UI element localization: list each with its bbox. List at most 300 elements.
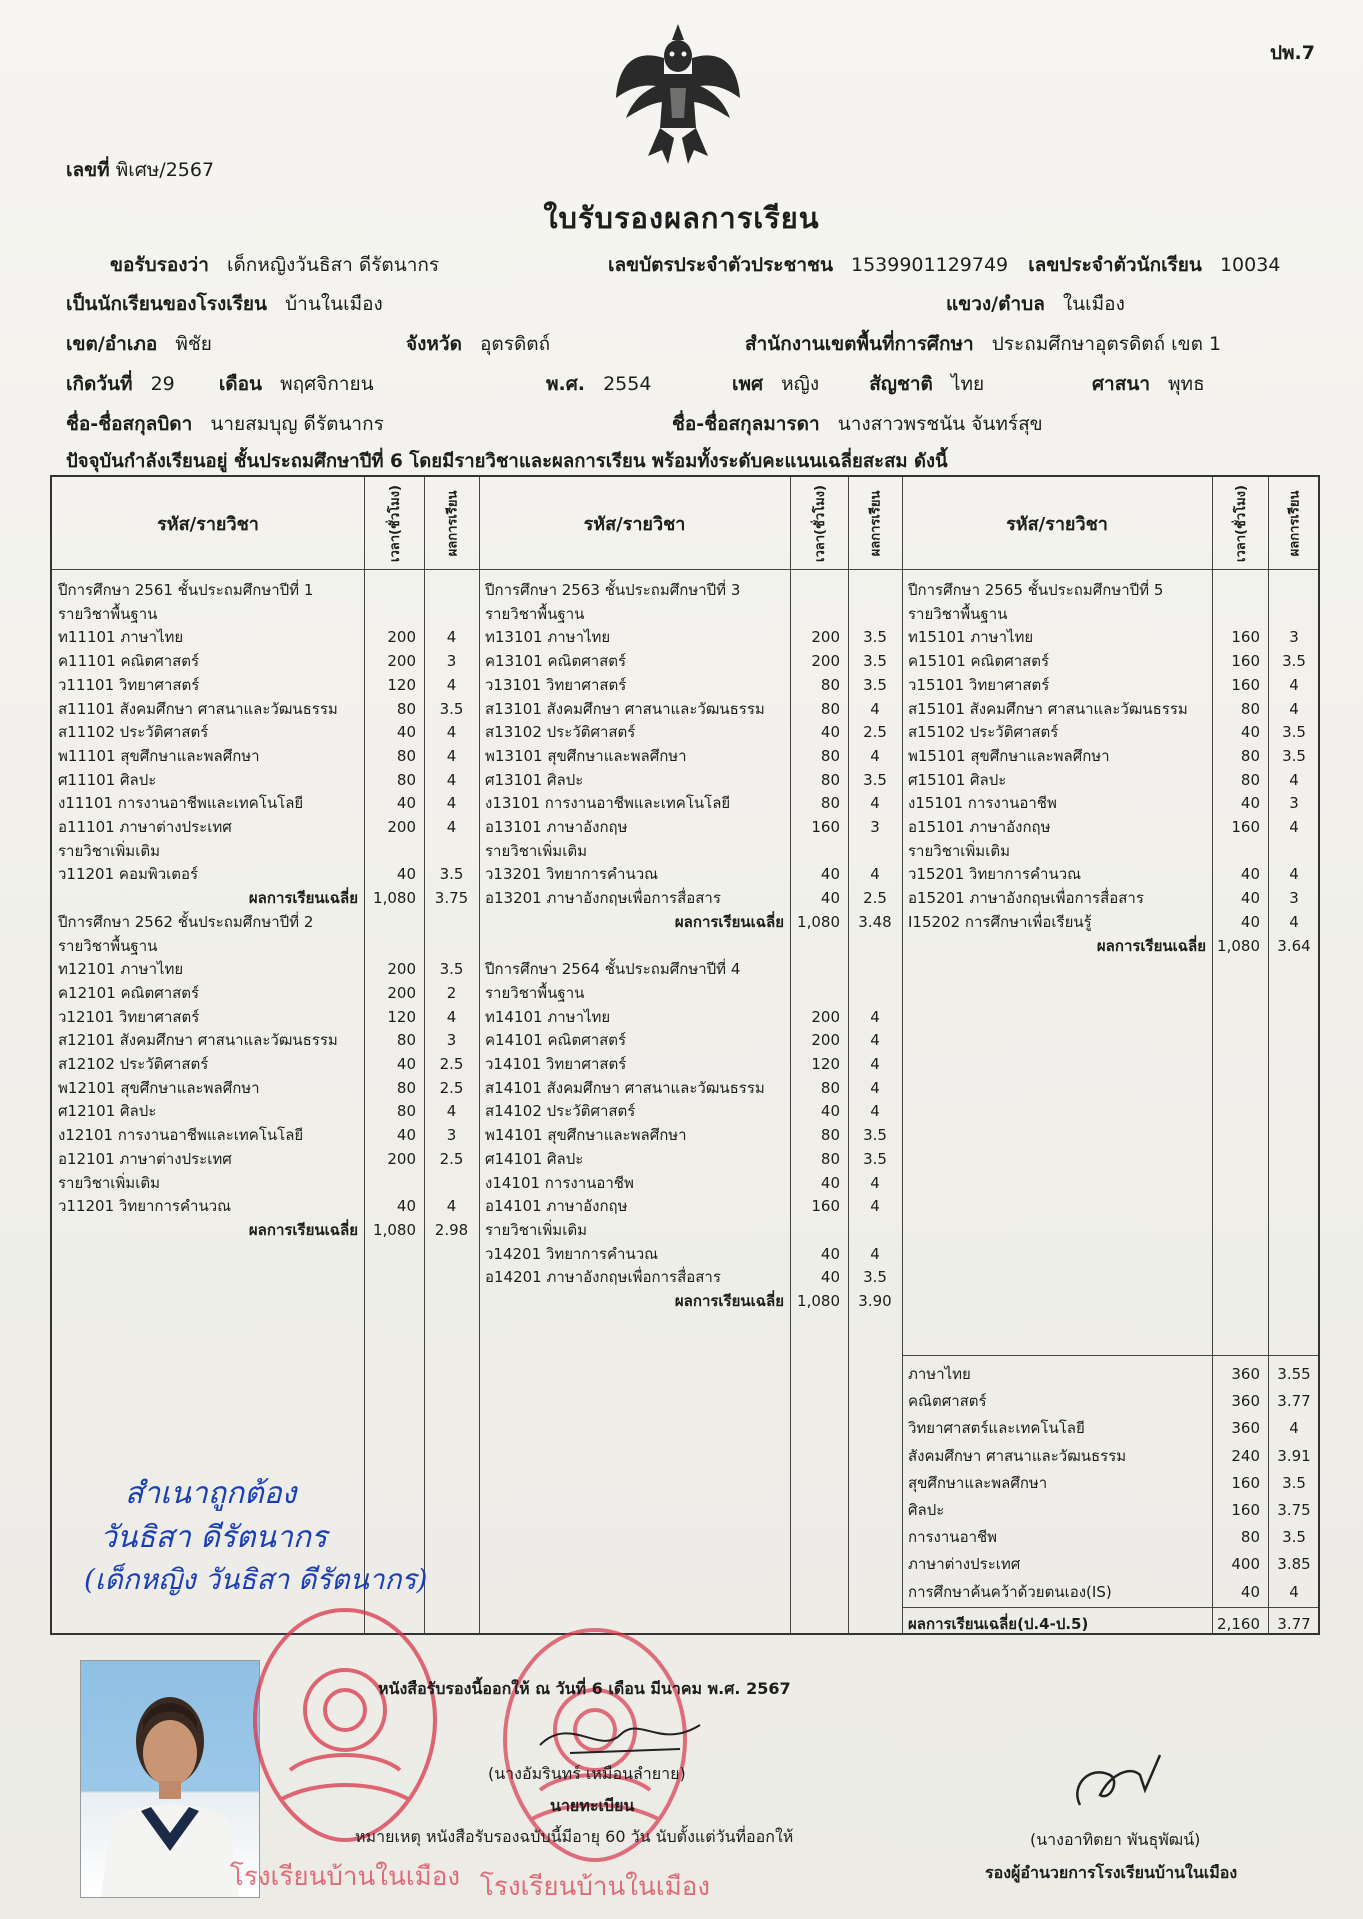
subject-name: ง11101 การงานอาชีพและเทคโนโลยี: [58, 794, 304, 813]
subject-hours: 160: [811, 818, 840, 836]
subject-row: [52, 696, 1318, 722]
subject-row: [52, 1004, 1318, 1030]
header-hours-2: เวลา(ชั่วโมง): [812, 484, 828, 562]
svg-text:โรงเรียนบ้านในเมือง: โรงเรียนบ้านในเมือง: [229, 1862, 461, 1892]
subject-row: [52, 909, 1318, 935]
subject-row: [52, 814, 1318, 840]
subject-hours: 80: [820, 675, 840, 694]
summary-grade: 3.55: [1277, 1365, 1311, 1383]
subject-name: ท12101 ภาษาไทย: [58, 960, 184, 979]
summary-grade: 3.5: [1282, 1473, 1306, 1492]
subject-hours: 80: [1240, 770, 1260, 789]
subject-grade: 3: [446, 1031, 457, 1050]
subject-name: รายวิชาพื้นฐาน: [58, 604, 158, 623]
subject-grade: 3.5: [439, 865, 464, 884]
subject-grade: 3: [1289, 889, 1299, 908]
summary-grade: 3.77: [1277, 1615, 1311, 1633]
subject-name: รายวิชาเพิ่มเติม: [58, 1173, 160, 1192]
summary-subject: การงานอาชีพ: [908, 1528, 998, 1547]
subject-name: ท11101 ภาษาไทย: [58, 628, 184, 647]
subject-grade: 4: [446, 1197, 457, 1216]
subject-name: รายวิชาพื้นฐาน: [58, 936, 158, 955]
subject-name: อ14101 ภาษาอังกฤษ: [485, 1197, 628, 1216]
subject-grade: 3: [1289, 794, 1299, 813]
registrar-title: นายทะเบียน: [550, 1796, 635, 1815]
father-label: ชื่อ-ชื่อสกุลบิดา: [66, 413, 193, 435]
subject-row: [52, 672, 1318, 698]
subject-grade: 4: [446, 675, 457, 694]
subject-grade: 4: [1289, 770, 1299, 789]
average-row: [52, 1288, 1318, 1314]
subject-name: ว14201 วิทยาการคำนวณ: [485, 1244, 659, 1263]
subject-grade: 3.64: [1277, 936, 1311, 955]
subject-row: [52, 1027, 1318, 1053]
subject-name: ว15101 วิทยาศาสตร์: [908, 675, 1050, 694]
subject-name: ค15101 คณิตศาสตร์: [908, 652, 1050, 671]
subject-hours: 40: [820, 1244, 840, 1263]
id-card-line: [608, 250, 1294, 280]
subject-grade: 4: [1289, 675, 1299, 694]
subject-name: ปีการศึกษา 2562 ชั้นประถมศึกษาปีที่ 2: [58, 912, 314, 931]
subject-hours: 80: [820, 699, 840, 718]
summary-hours: 240: [1231, 1446, 1260, 1465]
handwritten-signature-name: วันธิสา ดีรัตนากร: [100, 1520, 328, 1555]
subject-name: อ13201 ภาษาอังกฤษเพื่อการสื่อสาร: [485, 889, 721, 908]
subject-name: ท14101 ภาษาไทย: [485, 1007, 611, 1026]
subject-grade: 2.5: [439, 1078, 464, 1097]
deputy-signature-icon: [1060, 1745, 1180, 1825]
subject-hours: 40: [396, 723, 416, 742]
subject-name: ค11101 คณิตศาสตร์: [58, 652, 200, 671]
subject-hours: 160: [811, 1197, 840, 1216]
subject-name: ปีการศึกษา 2565 ชั้นประถมศึกษาปีที่ 5: [908, 581, 1164, 599]
subject-hours: 40: [1240, 865, 1260, 884]
summary-grade: 3.85: [1277, 1555, 1311, 1574]
summary-subject: คณิตศาสตร์: [908, 1392, 987, 1411]
subject-name: ง13101 การงานอาชีพและเทคโนโลยี: [485, 794, 731, 813]
religion-label: ศาสนา: [1092, 373, 1150, 395]
subject-hours: 80: [396, 699, 416, 718]
summary-hours: 360: [1231, 1419, 1260, 1438]
subject-hours: 40: [820, 1102, 840, 1121]
birth-year-line: [546, 369, 665, 399]
subject-name: ค13101 คณิตศาสตร์: [485, 652, 627, 671]
subject-name: ว15201 วิทยาการคำนวณ: [908, 865, 1082, 884]
subject-hours: 80: [396, 1102, 416, 1121]
subject-grade: 4: [870, 1078, 880, 1097]
subject-name: ปีการศึกษา 2561 ชั้นประถมศึกษาปีที่ 1: [58, 581, 314, 599]
section-label-row: [52, 838, 1318, 864]
birth-month-value: พฤศจิกายน: [280, 373, 374, 395]
subject-grade: 4: [446, 770, 457, 789]
subject-grade: 2.5: [439, 1055, 464, 1073]
deputy-name: (นางอาทิตยา พันธุพัฒน์): [1030, 1830, 1201, 1849]
certify-label: ขอรับรองว่า: [110, 254, 209, 276]
summary-row: [52, 1415, 1318, 1441]
province-line: [406, 329, 564, 359]
subject-grade: 4: [870, 1007, 880, 1026]
subdistrict-value: ในเมือง: [1062, 293, 1125, 315]
subject-grade: 3.5: [439, 699, 464, 718]
registrar-signature-icon: [530, 1705, 710, 1765]
subject-grade: 2.5: [863, 723, 887, 742]
subject-hours: 1,080: [373, 1220, 416, 1239]
subject-grade: 3.48: [858, 912, 892, 931]
subject-name: อ15101 ภาษาอังกฤษ: [908, 818, 1051, 836]
subject-name: ว11201 วิทยาการคำนวณ: [58, 1197, 232, 1216]
subject-hours: 40: [1240, 912, 1260, 931]
subject-hours: 160: [1231, 652, 1260, 671]
summary-subject: การศึกษาค้นคว้าด้วยตนเอง(IS): [908, 1582, 1112, 1601]
subject-name: ว14101 วิทยาศาสตร์: [485, 1055, 627, 1073]
subject-grade: 3: [870, 818, 880, 836]
summary-grade: 3.77: [1277, 1392, 1311, 1411]
subject-name: ว12101 วิทยาศาสตร์: [58, 1007, 200, 1026]
school-value: บ้านในเมือง: [285, 293, 383, 315]
district-label: เขต/อำเภอ: [66, 333, 158, 355]
summary-hours: 360: [1231, 1365, 1260, 1383]
subject-name: ศ11101 ศิลปะ: [58, 770, 157, 789]
subject-name: I15202 การศึกษาเพื่อเรียนรู้: [908, 912, 1092, 931]
summary-subject: ศิลปะ: [908, 1501, 945, 1519]
student-name: เด็กหญิงวันธิสา ดีรัตนากร: [226, 254, 440, 276]
subject-hours: 160: [1231, 628, 1260, 647]
subject-row: [52, 719, 1318, 745]
subject-row: [52, 648, 1318, 674]
subject-hours: 200: [387, 960, 416, 979]
subject-hours: 80: [820, 1149, 840, 1168]
office-line: [745, 329, 1235, 359]
summary-subject: วิทยาศาสตร์และเทคโนโลยี: [908, 1419, 1085, 1438]
subject-name: ผลการเรียนเฉลี่ย: [248, 889, 358, 908]
subject-row: [52, 624, 1318, 650]
subject-grade: 3.5: [863, 770, 887, 789]
subject-name: พ12101 สุขศึกษาและพลศึกษา: [58, 1078, 260, 1097]
subject-name: รายวิชาเพิ่มเติม: [485, 1220, 587, 1239]
subject-name: รายวิชาเพิ่มเติม: [58, 841, 160, 860]
subject-name: ผลการเรียนเฉลี่ย: [674, 912, 784, 931]
subject-grade: 2.5: [863, 889, 887, 908]
subject-hours: 40: [820, 1173, 840, 1192]
subject-name: ส12102 ประวัติศาสตร์: [58, 1055, 209, 1073]
subject-name: ง12101 การงานอาชีพและเทคโนโลยี: [58, 1126, 304, 1145]
document-number: [66, 155, 214, 185]
subject-hours: 80: [820, 770, 840, 789]
nationality-label: สัญชาติ: [869, 373, 933, 395]
subject-name: ศ14101 ศิลปะ: [485, 1149, 584, 1168]
document-title: ใบรับรองผลการเรียน: [543, 201, 820, 235]
summary-hours: 160: [1231, 1501, 1260, 1519]
subject-hours: 200: [811, 1007, 840, 1026]
summary-subject: ภาษาไทย: [908, 1365, 971, 1383]
subject-name: อ14201 ภาษาอังกฤษเพื่อการสื่อสาร: [485, 1268, 721, 1287]
student-no-value: 10034: [1219, 254, 1281, 276]
birth-month-label: เดือน: [218, 373, 263, 395]
subject-name: ส13102 ประวัติศาสตร์: [485, 723, 636, 742]
summary-hours: 360: [1231, 1392, 1260, 1411]
registrar-name: (นางอัมรินทร์ เหมือนลำยาย): [488, 1764, 686, 1783]
birth-year-value: 2554: [603, 373, 652, 395]
subject-name: ศ13101 ศิลปะ: [485, 770, 584, 789]
subject-grade: 3.5: [863, 1149, 887, 1168]
header-hours-3: เวลา(ชั่วโมง): [1233, 484, 1249, 562]
subject-name: อ13101 ภาษาอังกฤษ: [485, 818, 628, 836]
subject-hours: 1,080: [1217, 936, 1260, 955]
subject-hours: 200: [811, 1031, 840, 1050]
subject-grade: 3.5: [439, 960, 464, 979]
summary-grade: 3.75: [1277, 1501, 1311, 1519]
subject-row: [52, 1193, 1318, 1219]
subject-grade: 4: [870, 1173, 880, 1192]
subject-row: [52, 1241, 1318, 1267]
section-label-row: [52, 1217, 1318, 1243]
subject-hours: 200: [387, 1149, 416, 1168]
summary-hours: 400: [1231, 1555, 1260, 1574]
grade-table: [50, 475, 1320, 1635]
section-label-row: [52, 601, 1318, 627]
subject-grade: 3.5: [863, 628, 887, 647]
school-label: เป็นนักเรียนของโรงเรียน: [66, 293, 268, 315]
subject-grade: 3.90: [858, 1292, 892, 1310]
subject-hours: 40: [396, 1055, 416, 1073]
summary-subject: ผลการเรียนเฉลี่ย(ป.4-ป.5): [908, 1615, 1089, 1633]
subdistrict-line: [946, 289, 1139, 319]
subject-name: ค12101 คณิตศาสตร์: [58, 983, 200, 1002]
summary-subject: สุขศึกษาและพลศึกษา: [908, 1473, 1048, 1492]
subject-name: พ15101 สุขศึกษาและพลศึกษา: [908, 746, 1110, 765]
subject-grade: 2.5: [439, 1149, 464, 1168]
district-value: พิชัย: [175, 333, 212, 355]
subject-name: รายวิชาพื้นฐาน: [485, 983, 585, 1002]
subject-hours: 200: [387, 818, 416, 836]
header-subject-1: รหัส/รายวิชา: [157, 513, 259, 535]
subject-hours: 80: [396, 746, 416, 765]
subject-name: ว13101 วิทยาศาสตร์: [485, 675, 627, 694]
summary-grade: 4: [1289, 1419, 1299, 1438]
subject-row: [52, 861, 1318, 887]
issued-date: หนังสือรับรองนี้ออกให้ ณ วันที่ 6 เดือน มีนาคม พ.ศ. 2567: [378, 1679, 791, 1698]
subject-grade: 4: [446, 818, 457, 836]
section-label-row: [52, 956, 1318, 982]
subject-grade: 4: [446, 628, 457, 647]
header-grade-2: ผลการเรียน: [868, 490, 884, 556]
subject-name: พ13101 สุขศึกษาและพลศึกษา: [485, 746, 687, 765]
subject-grade: 3.5: [1282, 746, 1306, 765]
subject-grade: 4: [1289, 818, 1299, 836]
religion-value: พุทธ: [1168, 373, 1205, 395]
subject-grade: 4: [870, 865, 880, 884]
subject-grade: 4: [1289, 912, 1299, 931]
birth-day-label: เกิดวันที่: [66, 373, 133, 395]
id-card-label: เลขบัตรประจำตัวประชาชน: [608, 254, 833, 276]
subject-name: อ11101 ภาษาต่างประเทศ: [58, 818, 232, 836]
subject-grade: 4: [1289, 865, 1299, 884]
summary-top-border: [902, 1355, 1318, 1356]
sex-line: [732, 369, 998, 399]
summary-grade: 3.5: [1282, 1528, 1306, 1547]
subject-name: ว11101 วิทยาศาสตร์: [58, 675, 200, 694]
subdistrict-label: แขวง/ตำบล: [946, 293, 1045, 315]
subject-name: ส15102 ประวัติศาสตร์: [908, 723, 1059, 742]
religion-line: [1092, 369, 1219, 399]
subject-grade: 3.5: [863, 675, 887, 694]
subject-hours: 120: [387, 1007, 416, 1026]
office-value: ประถมศึกษาอุตรดิตถ์ เขต 1: [991, 333, 1222, 355]
subject-hours: 120: [811, 1055, 840, 1073]
subject-hours: 40: [1240, 794, 1260, 813]
average-row: [52, 933, 1318, 959]
subject-grade: 3.75: [434, 889, 469, 908]
subject-hours: 80: [820, 794, 840, 813]
subject-hours: 40: [820, 723, 840, 742]
subject-grade: 4: [870, 1031, 880, 1050]
summary-hours: 40: [1240, 1582, 1260, 1601]
summary-hours: 160: [1231, 1473, 1260, 1492]
summary-total-border: [902, 1607, 1318, 1608]
doc-no-label: เลขที่: [66, 159, 110, 181]
mother-line: [672, 409, 1057, 439]
subject-name: ศ15101 ศิลปะ: [908, 770, 1007, 789]
school-seal-icon: [220, 1600, 470, 1900]
subject-row: [52, 1264, 1318, 1290]
subject-name: ปีการศึกษา 2564 ชั้นประถมศึกษาปีที่ 4: [485, 960, 741, 979]
subject-name: รายวิชาเพิ่มเติม: [485, 841, 587, 860]
subject-name: พ14101 สุขศึกษาและพลศึกษา: [485, 1126, 687, 1145]
subject-name: ง15101 การงานอาชีพ: [908, 794, 1057, 813]
validity-note: หมายเหตุ หนังสือรับรองฉบับนี้มีอายุ 60 วัน นับตั้งแต่วันที่ออกให้: [355, 1827, 794, 1846]
header-subject-2: รหัส/รายวิชา: [583, 513, 686, 535]
subject-name: ว13201 วิทยาการคำนวณ: [485, 865, 659, 884]
subject-hours: 40: [1240, 723, 1260, 742]
summary-hours: 2,160: [1217, 1615, 1260, 1633]
birth-day-value: 29: [150, 373, 175, 395]
summary-row: [52, 1443, 1318, 1469]
subject-row: [52, 1098, 1318, 1124]
header-grade-3: ผลการเรียน: [1287, 490, 1303, 556]
subject-hours: 40: [396, 794, 416, 813]
subject-grade: 4: [870, 1102, 880, 1121]
subject-row: [52, 790, 1318, 816]
subject-name: รายวิชาพื้นฐาน: [485, 604, 585, 623]
summary-subject: สังคมศึกษา ศาสนาและวัฒนธรรม: [908, 1446, 1127, 1465]
mother-value: นางสาวพรชนัน จันทร์สุข: [837, 413, 1043, 435]
deputy-title: รองผู้อำนวยการโรงเรียนบ้านในเมือง: [985, 1863, 1238, 1882]
id-card-value: 1539901129749: [850, 254, 1009, 276]
subject-grade: 4: [870, 1197, 880, 1216]
subject-name: ส14101 สังคมศึกษา ศาสนาและวัฒนธรรม: [485, 1078, 765, 1097]
subject-hours: 160: [1231, 675, 1260, 694]
subject-grade: 4: [870, 746, 880, 765]
subject-name: ส11102 ประวัติศาสตร์: [58, 723, 209, 742]
subject-hours: 200: [387, 628, 416, 647]
handwritten-certified-copy: สำเนาถูกต้อง: [125, 1476, 297, 1511]
handwritten-full-name: (เด็กหญิง วันธิสา ดีรัตนากร): [84, 1563, 428, 1596]
header-subject-3: รหัส/รายวิชา: [1006, 513, 1108, 535]
header-grade-1: ผลการเรียน: [445, 490, 461, 556]
subject-grade: 3.5: [1282, 652, 1306, 671]
subject-hours: 1,080: [373, 889, 416, 908]
subject-name: ส14102 ประวัติศาสตร์: [485, 1102, 636, 1121]
subject-hours: 120: [387, 675, 416, 694]
doc-no-value: พิเศษ/2567: [115, 159, 215, 181]
subject-row: [52, 1051, 1318, 1077]
subject-hours: 80: [396, 1031, 416, 1050]
father-value: นายสมบุญ ดีรัตนากร: [210, 413, 384, 435]
subject-grade: 4: [446, 723, 457, 742]
subject-row: [52, 743, 1318, 769]
subject-grade: 4: [870, 1055, 880, 1073]
birth-year-label: พ.ศ.: [546, 373, 586, 395]
subject-grade: 2: [446, 983, 457, 1002]
subject-grade: 3: [446, 652, 457, 671]
svg-text:โรงเรียนบ้านในเมือง: โรงเรียนบ้านในเมือง: [479, 1872, 711, 1902]
summary-row: [52, 1388, 1318, 1414]
summary-grade: 3.91: [1277, 1446, 1311, 1465]
subject-hours: 40: [1240, 889, 1260, 908]
subject-hours: 80: [1240, 699, 1260, 718]
subject-hours: 200: [811, 628, 840, 647]
father-line: [66, 409, 398, 439]
subject-row: [52, 767, 1318, 793]
subject-hours: 1,080: [797, 912, 840, 931]
subject-name: รายวิชาพื้นฐาน: [908, 604, 1008, 623]
subject-hours: 80: [396, 1078, 416, 1097]
subject-name: ท15101 ภาษาไทย: [908, 628, 1034, 647]
subject-grade: 3: [1289, 628, 1299, 647]
sex-value: หญิง: [781, 373, 820, 395]
subject-name: ค14101 คณิตศาสตร์: [485, 1031, 627, 1050]
subject-hours: 40: [396, 1197, 416, 1216]
subject-grade: 4: [446, 1007, 457, 1026]
subject-hours: 200: [811, 652, 840, 671]
subject-name: ส11101 สังคมศึกษา ศาสนาและวัฒนธรรม: [58, 699, 338, 718]
subject-name: ปีการศึกษา 2563 ชั้นประถมศึกษาปีที่ 3: [485, 581, 741, 599]
subject-grade: 3.5: [863, 1268, 887, 1287]
subject-name: ส13101 สังคมศึกษา ศาสนาและวัฒนธรรม: [485, 699, 765, 718]
subject-hours: 40: [820, 865, 840, 884]
subject-hours: 80: [820, 746, 840, 765]
subject-grade: 3: [446, 1126, 457, 1145]
header-hours-1: เวลา(ชั่วโมง): [387, 484, 403, 562]
subject-grade: 4: [446, 746, 457, 765]
subject-row: [52, 885, 1318, 911]
subject-name: พ11101 สุขศึกษาและพลศึกษา: [58, 746, 260, 765]
school-line: [66, 289, 397, 319]
province-label: จังหวัด: [406, 333, 462, 355]
subject-name: ผลการเรียนเฉลี่ย: [248, 1220, 358, 1239]
form-code: ปพ.7: [1269, 42, 1315, 64]
subject-grade: 4: [446, 1102, 457, 1121]
subject-hours: 40: [396, 1126, 416, 1145]
subject-name: ว11201 คอมพิวเตอร์: [58, 865, 199, 884]
garuda-emblem-icon: [612, 18, 744, 168]
student-no-label: เลขประจำตัวนักเรียน: [1028, 254, 1202, 276]
office-label: สำนักงานเขตพื้นที่การศึกษา: [745, 333, 974, 355]
subject-grade: 3.5: [863, 1126, 887, 1145]
subject-hours: 200: [387, 983, 416, 1002]
subject-hours: 80: [1240, 746, 1260, 765]
birth-line: [66, 369, 388, 399]
subject-row: [52, 1122, 1318, 1148]
subject-grade: 2.98: [434, 1220, 469, 1239]
sex-label: เพศ: [732, 373, 764, 395]
subject-name: ศ12101 ศิลปะ: [58, 1102, 157, 1121]
certify-line: [110, 250, 453, 280]
subject-row: [52, 1146, 1318, 1172]
summary-subject: ภาษาต่างประเทศ: [908, 1555, 1021, 1574]
subject-name: รายวิชาเพิ่มเติม: [908, 841, 1010, 860]
subject-row: [52, 1075, 1318, 1101]
